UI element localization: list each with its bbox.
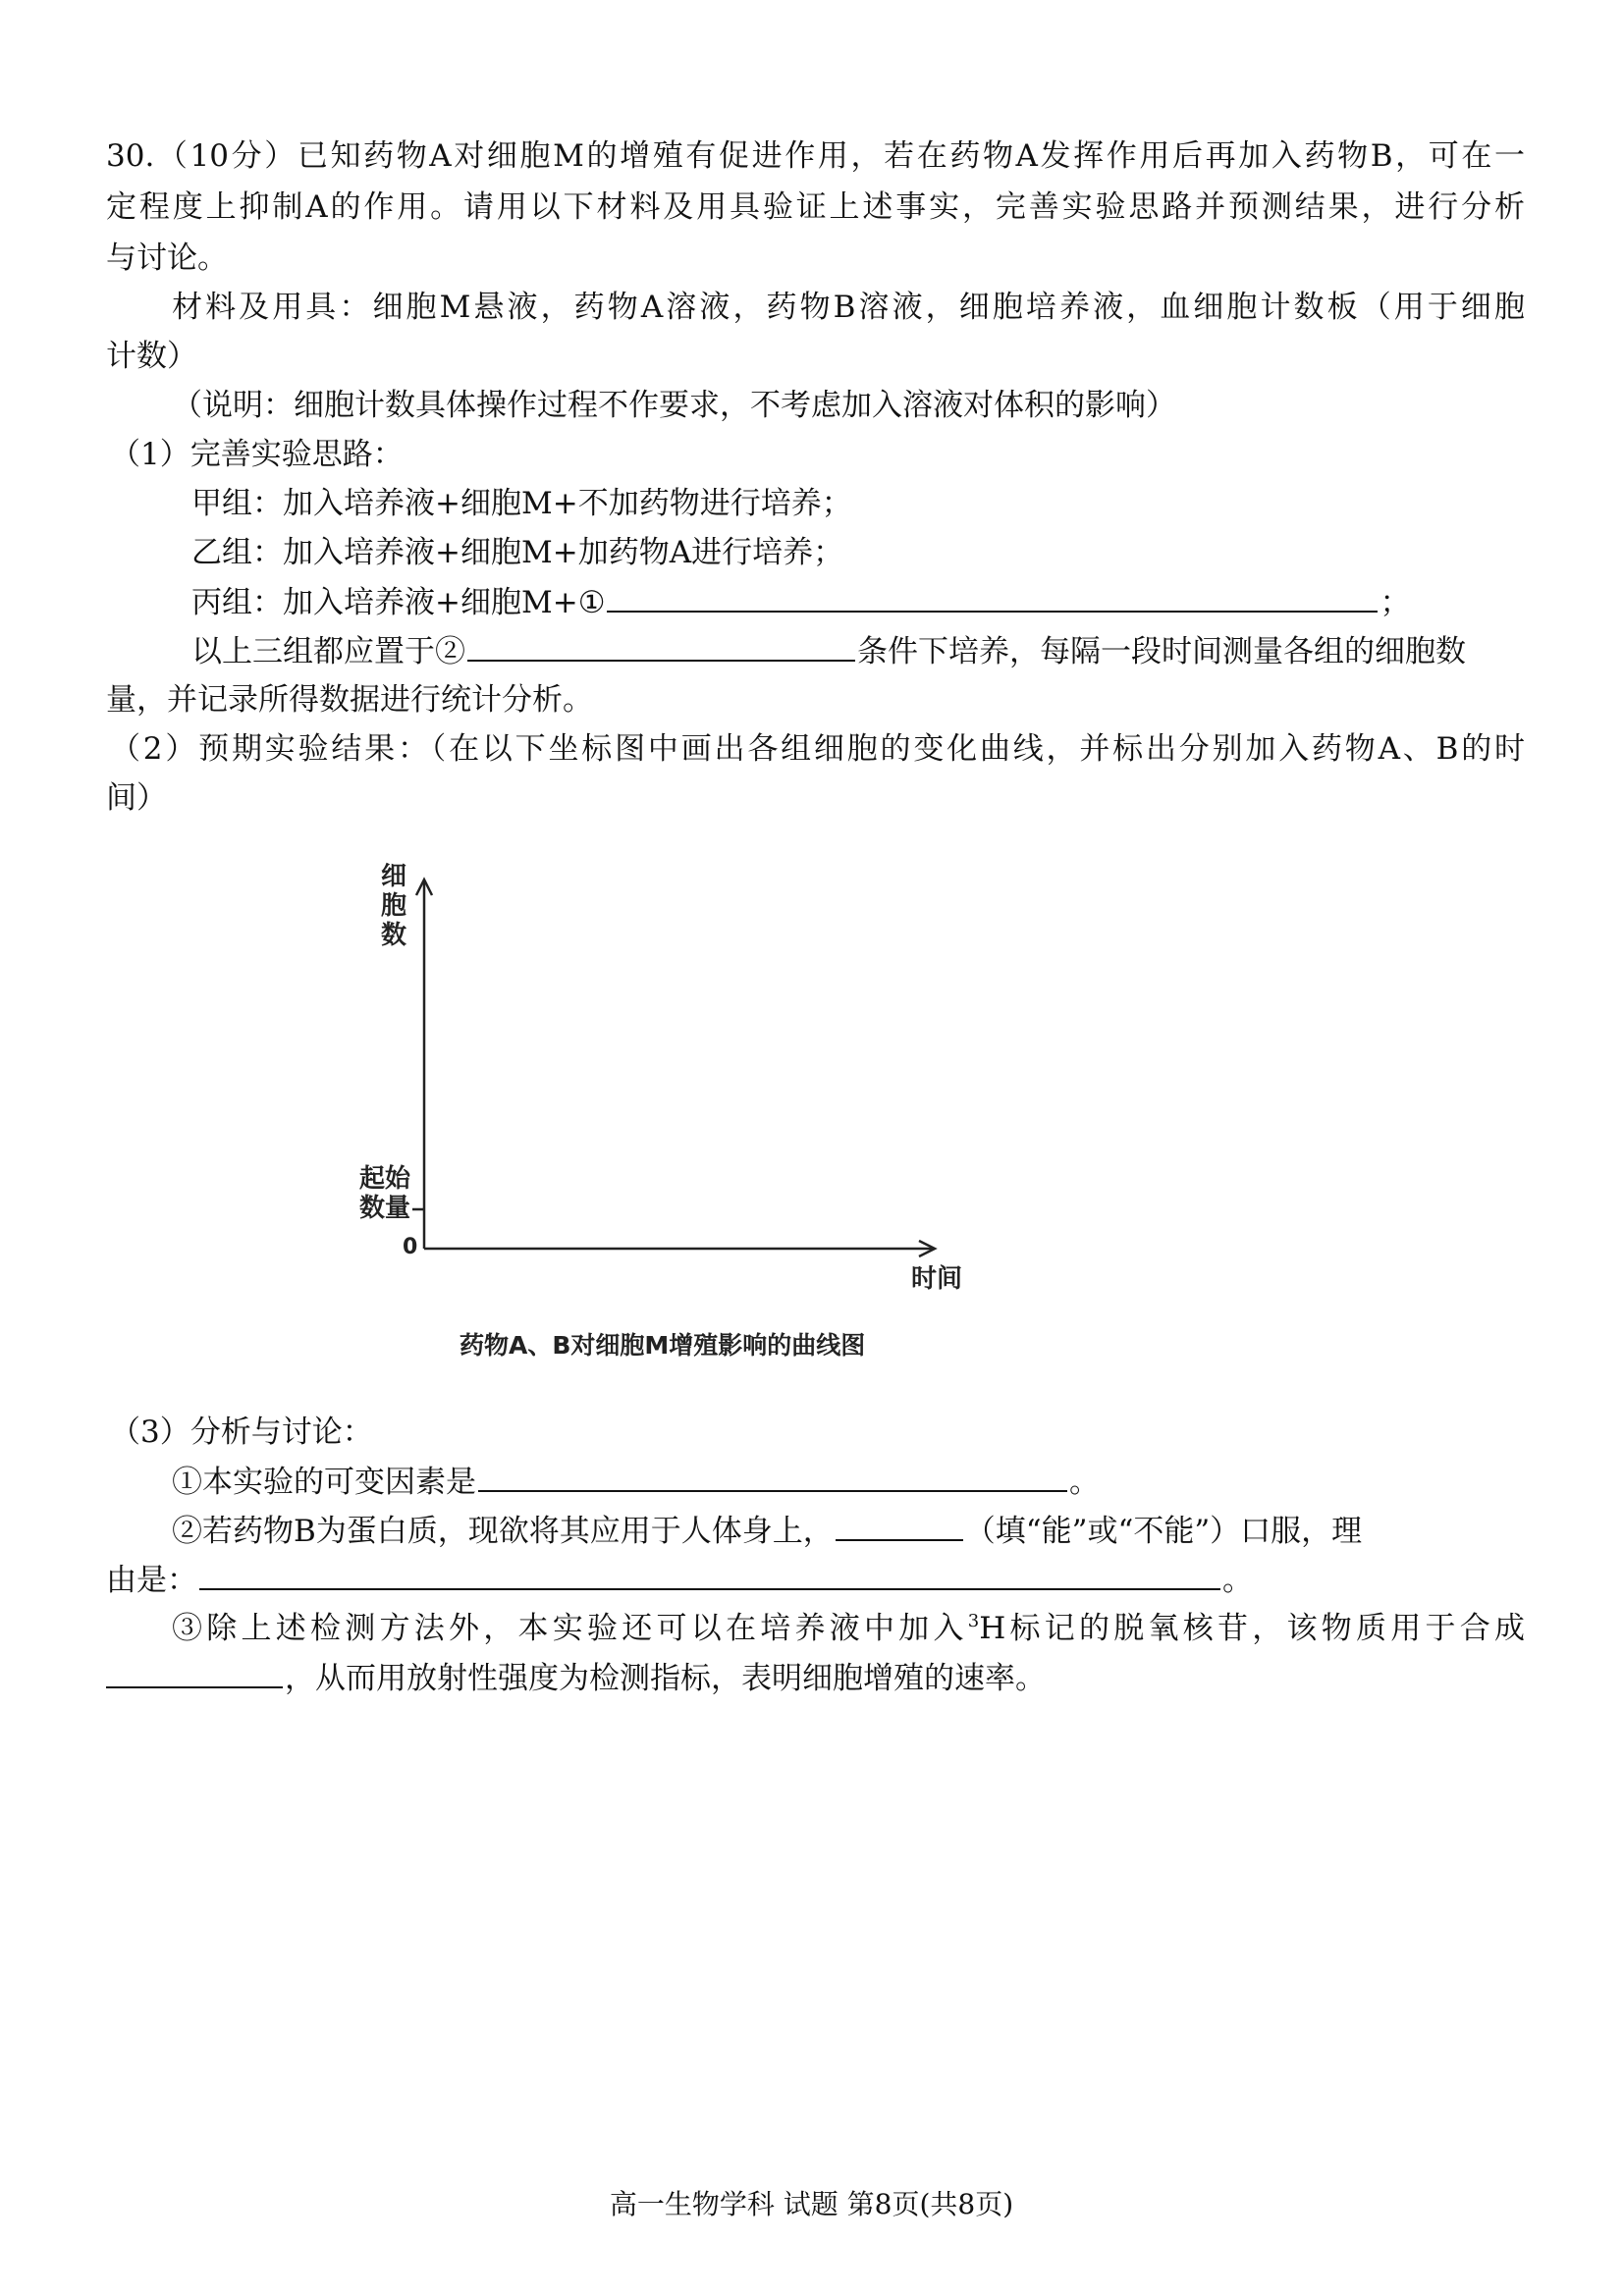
part1-title: （1）完善实验思路： [110, 437, 404, 472]
materials-line-1: 材料及用具：细胞M悬液，药物A溶液，药物B溶液，细胞培养液，血细胞计数板（用于细胞 [172, 290, 1525, 325]
q3-3-suffix: H标记的脱氧核苷，该物质用于合成 [979, 1611, 1525, 1646]
group-bing-prefix: 丙组：加入培养液+细胞M+① [191, 585, 606, 620]
part3-title: （3）分析与讨论： [110, 1415, 373, 1450]
answer-blank-5[interactable] [199, 1559, 1220, 1590]
question-3-2-line-2 [106, 1559, 1382, 1601]
answer-blank-2[interactable] [467, 630, 855, 662]
q3-2-reason-prefix: 由是： [106, 1563, 197, 1598]
origin-label: 0 [403, 1235, 418, 1259]
q3-3-prefix: ③除上述检测方法外，本实验还可以在培养液中加入 [172, 1611, 968, 1646]
axes-svg [353, 844, 982, 1374]
x-axis-label: 时间 [911, 1264, 963, 1294]
answer-blank-6[interactable] [106, 1657, 283, 1688]
q3-2-prefix: ②若药物B为蛋白质，现欲将其应用于人体身上， [172, 1514, 834, 1549]
y-axis-label: 细 胞 数 [380, 862, 406, 950]
q3-1-prefix: ①本实验的可变因素是 [172, 1465, 476, 1500]
note-line: （说明：细胞计数具体操作过程不作要求，不考虑加入溶液对体积的影响） [172, 388, 1176, 423]
q3-1-suffix: 。 [1069, 1465, 1100, 1500]
question-stem-line-3: 与讨论。 [106, 240, 228, 276]
page-footer: 高一生物学科 试题 第8页(共8页) [609, 2188, 1014, 2220]
question-stem-line-1: 30.（10分）已知药物A对细胞M的增殖有促进作用，若在药物A发挥作用后再加入药物B，可在一 [106, 138, 1525, 174]
answer-blank-1[interactable] [607, 581, 1378, 613]
part2-title-line-2: 间） [106, 780, 167, 816]
question-stem-line-2: 定程度上抑制A的作用。请用以下材料及用具验证上述事实，完善实验思路并预测结果，进行分析 [106, 189, 1525, 225]
part2-title-line-1: （2）预期实验结果：（在以下坐标图中画出各组细胞的变化曲线，并标出分别加入药物A、B的时 [110, 731, 1525, 767]
culture-condition-suffix: 条件下培养，每隔一段时间测量各组的细胞数 [857, 634, 1466, 669]
question-3-3-line-2 [106, 1657, 1382, 1699]
q3-2-reason-suffix: 。 [1222, 1563, 1253, 1598]
answer-blank-4[interactable] [836, 1510, 963, 1541]
question-3-1 [172, 1461, 1448, 1503]
group-bing-suffix: ； [1380, 585, 1411, 620]
answer-blank-3[interactable] [478, 1461, 1067, 1492]
culture-condition-cont: 量，并记录所得数据进行统计分析。 [106, 682, 593, 718]
question-3-3-line-1 [172, 1608, 1525, 1649]
blank-coordinate-figure [353, 844, 982, 1374]
q3-2-suffix: （填“能”或“不能”）口服，理 [964, 1514, 1363, 1549]
group-jia: 甲组：加入培养液+细胞M+不加药物进行培养； [191, 486, 852, 521]
q3-3-superscript: 3 [967, 1611, 980, 1631]
culture-condition-line [191, 630, 1525, 672]
question-3-2-line-1 [172, 1510, 1525, 1552]
start-quantity-label: 起始 数量 [358, 1164, 410, 1223]
group-yi: 乙组：加入培养液+细胞M+加药物A进行培养； [191, 535, 844, 570]
figure-caption: 药物A、B对细胞M增殖影响的曲线图 [460, 1331, 866, 1360]
materials-line-2: 计数） [106, 339, 197, 374]
q3-3-cont: ，从而用放射性强度为检测指标，表明细胞增殖的速率。 [285, 1661, 1046, 1696]
group-bing [191, 581, 1468, 623]
culture-condition-prefix: 以上三组都应置于② [191, 634, 465, 669]
